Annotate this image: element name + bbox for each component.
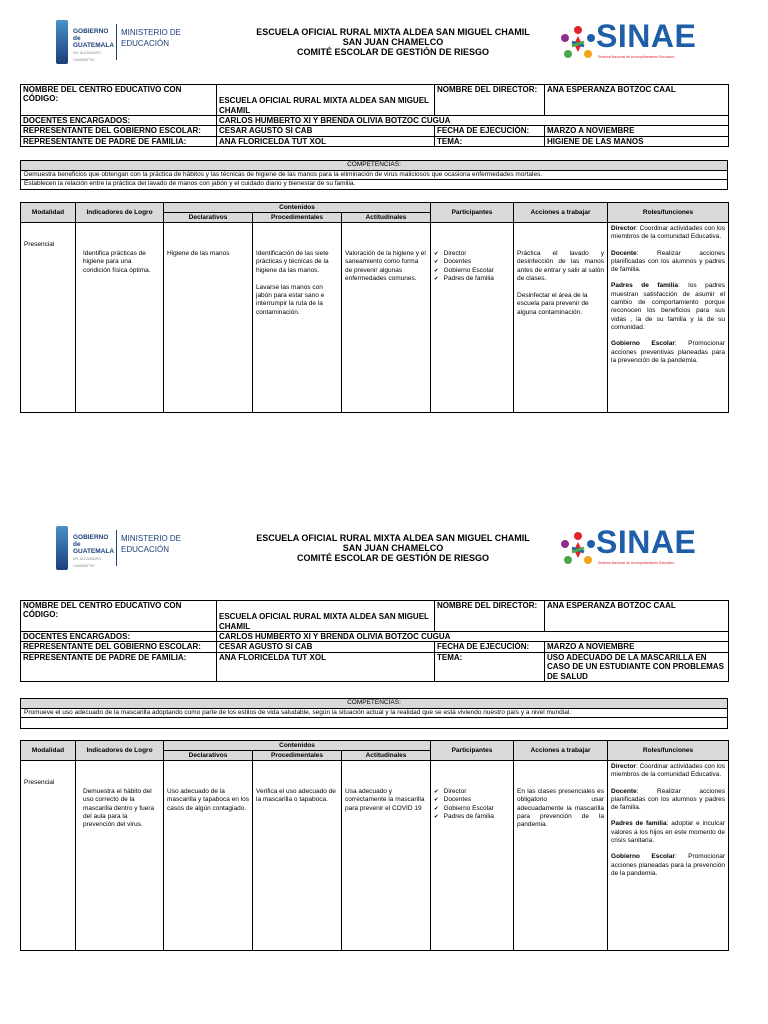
cell-participantes bbox=[431, 223, 514, 413]
role-who: Padres de familia bbox=[611, 282, 678, 290]
date-label: FECHA DE EJECUCIÓN: bbox=[435, 642, 545, 652]
role-docente bbox=[611, 788, 725, 813]
list-item: ✔ Director bbox=[434, 250, 510, 258]
th-contenidos: Contenidos bbox=[164, 203, 431, 213]
role-padres bbox=[611, 282, 725, 332]
ministry-line2: EDUCACIÓN bbox=[121, 545, 170, 554]
director-value: ANA ESPERANZA BOTZOC CAAL bbox=[545, 601, 729, 632]
parent-rep-value: ANA FLORICELDA TUT XOL bbox=[217, 136, 435, 146]
th-participantes: Participantes bbox=[431, 203, 514, 223]
modalidad-value: Presencial bbox=[24, 779, 55, 786]
indicadores-value: Demuestra el hábito del uso correcto de la mascarilla dentro y fuera del aula para la prevención del virus. bbox=[83, 788, 155, 829]
procedimentales-body bbox=[256, 225, 338, 317]
actitudinales-value: Valoración de la higiene y el saneamiento como forma de prevenir algunas enfermedades comunes. bbox=[345, 250, 426, 282]
competencia-1: Promueve el uso adecuado de la mascarilla adoptando como parte de los estilos de vida saludable, según la situación actual y la realidad que se está viviendo nuestro país y a nivel mundial. bbox=[21, 708, 728, 718]
center-label: NOMBRE DEL CENTRO EDUCATIVO CON CÓDIGO: bbox=[21, 85, 217, 116]
th-procedimentales: Procedimentales bbox=[253, 751, 342, 761]
acciones-text-2: Desinfectar el área de la escuela para prevenir de alguna contaminación. bbox=[517, 292, 589, 316]
table-row bbox=[21, 761, 729, 951]
competencias-table bbox=[20, 160, 728, 190]
parent-rep-label: REPRESENTANTE DE PADRE DE FAMILIA: bbox=[21, 652, 217, 681]
cell-participantes bbox=[431, 761, 514, 951]
ministry-line1: MINISTERIO DE bbox=[121, 534, 182, 543]
people-circle-icon bbox=[558, 530, 598, 570]
th-acciones: Acciones a trabajar bbox=[514, 203, 608, 223]
gov-rep-label: REPRESENTANTE DEL GOBIERNO ESCOLAR: bbox=[21, 126, 217, 136]
role-text: : Coordinar actividades con los miembros de la comunidad Educativa. bbox=[611, 225, 726, 241]
director-label: NOMBRE DEL DIRECTOR: bbox=[435, 85, 545, 116]
teachers-value: CARLOS HUMBERTO XI Y BRENDA OLIVIA BOTZOC CUGUA bbox=[217, 116, 729, 126]
teachers-label: DOCENTES ENCARGADOS: bbox=[21, 116, 217, 126]
role-padres bbox=[611, 820, 725, 845]
role-who: Gobierno Escolar bbox=[611, 340, 675, 348]
date-value: MARZO A NOVIEMBRE bbox=[545, 642, 729, 652]
committee-name: COMITÉ ESCOLAR DE GESTIÓN DE RIESGO bbox=[296, 47, 490, 57]
cell-procedimentales bbox=[253, 223, 342, 413]
info-row-center bbox=[21, 601, 729, 632]
table-row bbox=[21, 223, 729, 413]
school-name: ESCUELA OFICIAL RURAL MIXTA ALDEA SAN MIGUEL CHAMIL bbox=[256, 533, 530, 543]
cell-declarativos bbox=[164, 223, 253, 413]
procedimentales-body bbox=[256, 763, 338, 805]
info-row-government bbox=[21, 642, 729, 652]
cell-roles bbox=[608, 761, 729, 951]
gov-logo-line1: GOBIERNO de bbox=[73, 534, 109, 548]
info-row-teachers bbox=[21, 632, 729, 642]
gov-logo-line2: GUATEMALA bbox=[73, 42, 115, 49]
school-header bbox=[220, 27, 566, 57]
role-gobierno bbox=[611, 853, 725, 878]
list-item: ✔ Padres de familia bbox=[434, 275, 510, 283]
center-value: ESCUELA OFICIAL RURAL MIXTA ALDEA SAN MIGUEL CHAMIL bbox=[217, 601, 435, 632]
th-acciones: Acciones a trabajar bbox=[514, 741, 608, 761]
sinae-logo bbox=[556, 524, 702, 578]
topic-label: TEMA: bbox=[435, 652, 545, 681]
planning-table bbox=[20, 740, 729, 951]
info-row-government bbox=[21, 126, 729, 136]
gov-rep-value: CESAR AGUSTO SI CAB bbox=[217, 126, 435, 136]
competencia-2 bbox=[21, 718, 728, 729]
ministry-name bbox=[121, 533, 187, 555]
procedimentales-text-1: Verifica el uso adecuado de la mascarilla o tapaboca. bbox=[256, 788, 336, 804]
logo-divider bbox=[116, 530, 117, 566]
info-table bbox=[20, 600, 729, 682]
gov-logo-line1: GOBIERNO de bbox=[73, 28, 109, 42]
acciones-text-1: En las clases presenciales es obligatorio usar adecuadamente la mascarilla para prevención de la pandemia. bbox=[517, 788, 605, 829]
gov-rep-label: REPRESENTANTE DEL GOBIERNO ESCOLAR: bbox=[21, 642, 217, 652]
role-who: Director bbox=[611, 225, 636, 232]
modalidad-value: Presencial bbox=[24, 241, 55, 248]
info-row-teachers bbox=[21, 116, 729, 126]
parent-rep-label: REPRESENTANTE DE PADRE DE FAMILIA: bbox=[21, 136, 217, 146]
center-value: ESCUELA OFICIAL RURAL MIXTA ALDEA SAN MIGUEL CHAMIL bbox=[217, 85, 435, 116]
acciones-body bbox=[517, 225, 604, 317]
flag-bar-icon bbox=[56, 526, 68, 570]
th-modalidad: Modalidad bbox=[21, 741, 76, 761]
list-item: ✔ Docentes bbox=[434, 258, 510, 266]
teachers-value: CARLOS HUMBERTO XI Y BRENDA OLIVIA BOTZOC CUGUA bbox=[217, 632, 729, 642]
th-roles: Roles/funciones bbox=[608, 741, 729, 761]
info-row-parent bbox=[21, 136, 729, 146]
th-contenidos: Contenidos bbox=[164, 741, 431, 751]
competencia-2: Establecen la relación entre la práctica del lavado de manos con jabón y el cuidado diario y bienestar de su familia. bbox=[21, 180, 728, 190]
topic-label: TEMA: bbox=[435, 136, 545, 146]
competencias-table bbox=[20, 698, 728, 729]
ministry-line1: MINISTERIO DE bbox=[121, 28, 182, 37]
cell-roles bbox=[608, 223, 729, 413]
topic-value: HIGIENE DE LAS MANOS bbox=[545, 136, 729, 146]
list-item: ✔ Docentes bbox=[434, 796, 510, 804]
cell-actitudinales bbox=[342, 223, 431, 413]
declarativos-value: Higiene de las manos bbox=[167, 250, 230, 257]
list-item: ✔ Padres de familia bbox=[434, 813, 510, 821]
role-who: Director bbox=[611, 763, 636, 770]
role-text: : Coordinar actividades con los miembros de la comunidad Educativa. bbox=[611, 763, 726, 779]
competencia-1: Demuestra beneficios que obtengan con la práctica de hábitos y las técnicas de higiene de las manos para la eliminación de virus maliciosos que ocasiona enfermedades mortales. bbox=[21, 170, 728, 180]
th-actitudinales: Actitudinales bbox=[342, 213, 431, 223]
role-gobierno bbox=[611, 340, 725, 365]
sinae-wordmark: SINAE bbox=[596, 18, 697, 54]
school-location: SAN JUAN CHAMELCO bbox=[342, 37, 444, 47]
role-text: : Promocionar acciones planeadas para la prevención de la pandemia. bbox=[611, 853, 726, 877]
cell-indicadores bbox=[76, 223, 164, 413]
role-who: Docente bbox=[611, 249, 637, 257]
participants-list bbox=[434, 788, 510, 821]
competencias-title: COMPETENCIAS: bbox=[21, 699, 728, 709]
participants-list bbox=[434, 250, 510, 283]
sinae-logo bbox=[556, 18, 702, 72]
header-row bbox=[21, 741, 729, 751]
gov-logo-line2: GUATEMALA bbox=[73, 548, 115, 555]
center-label: NOMBRE DEL CENTRO EDUCATIVO CON CÓDIGO: bbox=[21, 601, 217, 632]
planning-table bbox=[20, 202, 729, 413]
cell-modalidad bbox=[21, 761, 76, 951]
list-item: ✔ Gobierno Escolar bbox=[434, 805, 510, 813]
declarativos-value: Uso adecuado de la mascarilla y tapaboca en los casos de algún contagiado. bbox=[167, 788, 250, 812]
cell-actitudinales bbox=[342, 761, 431, 951]
th-modalidad: Modalidad bbox=[21, 203, 76, 223]
th-indicadores: Indicadores de Logro bbox=[76, 203, 164, 223]
cell-indicadores bbox=[76, 761, 164, 951]
th-procedimentales: Procedimentales bbox=[253, 213, 342, 223]
info-row-parent bbox=[21, 652, 729, 681]
role-text: : Promocionar acciones preventivas planeadas para la prevención de la pandemia. bbox=[611, 340, 726, 364]
committee-name: COMITÉ ESCOLAR DE GESTIÓN DE RIESGO bbox=[296, 553, 490, 563]
topic-value: USO ADECUADO DE LA MASCARILLA EN CASO DE UN ESTUDIANTE CON PROBLEMAS DE SALUD bbox=[545, 652, 729, 681]
procedimentales-text-2: Lavarse las manos con jabón para estar sano e interrumpir la ruta de la contaminación. bbox=[256, 283, 325, 316]
gov-logo-tag: DR. ALEJANDRO GIAMMATTEI bbox=[73, 557, 101, 568]
role-text: : Realizar acciones planificadas con los alumnos y padres de familia. bbox=[611, 249, 726, 274]
th-participantes: Participantes bbox=[431, 741, 514, 761]
role-who: Gobierno Escolar bbox=[611, 853, 675, 861]
role-text: : los padres muestran satisfacción de asumir el cambio de comportamiento porque reconocen los beneficios para sus vidas , la de su familia y la de su comunidad. bbox=[611, 282, 726, 331]
procedimentales-text-1: Identificación de las siete prácticas y técnicas de la higiene da las manos. bbox=[256, 250, 329, 274]
th-roles: Roles/funciones bbox=[608, 203, 729, 223]
indicadores-value: Identifica prácticas de higiene para una condición física óptima. bbox=[83, 250, 151, 274]
th-declarativos: Declarativos bbox=[164, 213, 253, 223]
role-director bbox=[611, 225, 725, 242]
sinae-subtitle: Sistema Nacional de Acompañamiento Educativo bbox=[598, 55, 675, 59]
parent-rep-value: ANA FLORICELDA TUT XOL bbox=[217, 652, 435, 681]
th-declarativos: Declarativos bbox=[164, 751, 253, 761]
ministry-line2: EDUCACIÓN bbox=[121, 39, 170, 48]
government-ministry-logo bbox=[56, 20, 186, 64]
school-location: SAN JUAN CHAMELCO bbox=[342, 543, 444, 553]
date-value: MARZO A NOVIEMBRE bbox=[545, 126, 729, 136]
list-item: ✔ Director bbox=[434, 788, 510, 796]
director-value: ANA ESPERANZA BOTZOC CAAL bbox=[545, 85, 729, 116]
info-table bbox=[20, 84, 729, 147]
gov-rep-value: CESAR AGUSTO SI CAB bbox=[217, 642, 435, 652]
sinae-subtitle: Sistema Nacional de Acompañamiento Educativo bbox=[598, 561, 675, 565]
gov-logo-tag: DR. ALEJANDRO GIAMMATTEI bbox=[73, 51, 101, 62]
school-header bbox=[220, 533, 566, 563]
government-ministry-logo bbox=[56, 526, 186, 570]
acciones-body bbox=[517, 763, 604, 829]
list-item: ✔ Gobierno Escolar bbox=[434, 267, 510, 275]
school-name: ESCUELA OFICIAL RURAL MIXTA ALDEA SAN MIGUEL CHAMIL bbox=[256, 27, 530, 37]
cell-procedimentales bbox=[253, 761, 342, 951]
role-text: : Realizar acciones planificadas con los alumnos y padres de familia. bbox=[611, 787, 726, 812]
actitudinales-value: Usa adecuado y correctamente la mascarilla para prevenir el COVID 19 bbox=[345, 788, 425, 812]
role-who: Docente bbox=[611, 787, 637, 795]
flag-bar-icon bbox=[56, 20, 68, 64]
role-director bbox=[611, 763, 725, 780]
cell-acciones bbox=[514, 761, 608, 951]
director-label: NOMBRE DEL DIRECTOR: bbox=[435, 601, 545, 632]
competencias-title: COMPETENCIAS: bbox=[21, 161, 728, 171]
planning-sheet-2 bbox=[0, 518, 768, 938]
role-docente bbox=[611, 250, 725, 275]
info-row-center bbox=[21, 85, 729, 116]
cell-acciones bbox=[514, 223, 608, 413]
gov-logo-text bbox=[73, 28, 115, 64]
planning-sheet-1 bbox=[0, 12, 768, 432]
cell-modalidad bbox=[21, 223, 76, 413]
sinae-wordmark: SINAE bbox=[596, 524, 697, 560]
role-who: Padres de familia bbox=[611, 820, 667, 828]
acciones-text-1: Práctica el lavado y desinfección de las manos antes de entrar y salir al salón de clases. bbox=[517, 250, 605, 282]
gov-logo-text bbox=[73, 534, 115, 570]
teachers-label: DOCENTES ENCARGADOS: bbox=[21, 632, 217, 642]
cell-declarativos bbox=[164, 761, 253, 951]
th-indicadores: Indicadores de Logro bbox=[76, 741, 164, 761]
th-actitudinales: Actitudinales bbox=[342, 751, 431, 761]
role-text: : adoptar e inculcar valores a los hijos en este momento de crisis sanitaria. bbox=[611, 820, 726, 845]
people-circle-icon bbox=[558, 24, 598, 64]
header-row bbox=[21, 203, 729, 213]
ministry-name bbox=[121, 27, 187, 49]
logo-divider bbox=[116, 24, 117, 60]
date-label: FECHA DE EJECUCIÓN: bbox=[435, 126, 545, 136]
